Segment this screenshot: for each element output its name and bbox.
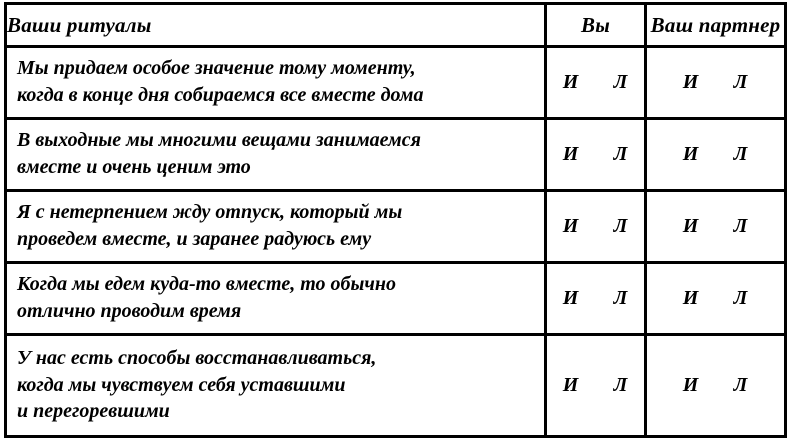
header-row bbox=[6, 4, 786, 47]
table-body bbox=[6, 47, 786, 437]
table-row bbox=[6, 191, 786, 263]
answer-cell-partner[interactable] bbox=[646, 263, 786, 335]
answer-option-you-second[interactable]: Л bbox=[613, 143, 628, 165]
answer-option-partner-first[interactable]: И bbox=[682, 215, 699, 237]
answer-option-partner-second[interactable]: Л bbox=[733, 215, 748, 237]
table-row bbox=[6, 47, 786, 119]
statement-line: У нас есть способы восстанавливаться, bbox=[17, 347, 377, 370]
column-header-statement: Ваши ритуалы bbox=[6, 4, 546, 47]
answer-cell-partner[interactable] bbox=[646, 47, 786, 119]
answer-cell-partner[interactable] bbox=[646, 335, 786, 437]
answer-option-partner-second[interactable]: Л bbox=[733, 143, 748, 165]
statement-cell bbox=[6, 335, 546, 437]
answer-option-partner-second[interactable]: Л bbox=[733, 71, 748, 93]
column-header-partner: Ваш партнер bbox=[646, 4, 786, 47]
statement-line: вместе и очень ценим это bbox=[17, 156, 251, 178]
answer-cell-you[interactable] bbox=[546, 191, 646, 263]
answer-option-you-first[interactable]: И bbox=[562, 287, 579, 309]
statement-line: когда мы чувствуем себя уставшими bbox=[17, 373, 346, 396]
statement-cell bbox=[6, 191, 546, 263]
answer-option-partner-first[interactable]: И bbox=[682, 374, 699, 396]
answer-option-you-second[interactable]: Л bbox=[613, 215, 628, 237]
answer-option-partner-second[interactable]: Л bbox=[733, 287, 748, 309]
answer-option-you-second[interactable]: Л bbox=[613, 287, 628, 309]
statement-cell bbox=[6, 263, 546, 335]
worksheet-page bbox=[0, 2, 790, 423]
statement-line: проведем вместе, и заранее радуюсь ему bbox=[17, 228, 372, 250]
answer-cell-you[interactable] bbox=[546, 119, 646, 191]
statement-line: Мы придаем особое значение тому моменту, bbox=[17, 57, 416, 80]
table-header bbox=[6, 4, 786, 47]
answer-option-you-second[interactable]: Л bbox=[613, 71, 628, 93]
table-row bbox=[6, 263, 786, 335]
answer-option-partner-first[interactable]: И bbox=[682, 143, 699, 165]
statement-line: и перегоревшими bbox=[17, 400, 170, 423]
statement-cell bbox=[6, 119, 546, 191]
statement-cell bbox=[6, 47, 546, 119]
answer-option-you-first[interactable]: И bbox=[562, 143, 579, 165]
answer-option-you-second[interactable]: Л bbox=[613, 374, 628, 396]
rituals-table bbox=[4, 2, 787, 438]
answer-cell-partner[interactable] bbox=[646, 191, 786, 263]
statement-line: Я с нетерпением жду отпуск, который мы bbox=[17, 201, 403, 224]
table-row bbox=[6, 119, 786, 191]
statement-line: отлично проводим время bbox=[17, 300, 242, 322]
statement-line: когда в конце дня собираемся все вместе дома bbox=[17, 84, 424, 106]
answer-option-partner-first[interactable]: И bbox=[682, 71, 699, 93]
answer-cell-partner[interactable] bbox=[646, 119, 786, 191]
table-row bbox=[6, 335, 786, 437]
answer-option-partner-second[interactable]: Л bbox=[733, 374, 748, 396]
answer-option-you-first[interactable]: И bbox=[562, 374, 579, 396]
statement-line: В выходные мы многими вещами занимаемся bbox=[17, 129, 421, 152]
answer-cell-you[interactable] bbox=[546, 47, 646, 119]
answer-option-you-first[interactable]: И bbox=[562, 71, 579, 93]
answer-cell-you[interactable] bbox=[546, 263, 646, 335]
answer-option-partner-first[interactable]: И bbox=[682, 287, 699, 309]
column-header-you: Вы bbox=[546, 4, 646, 47]
answer-option-you-first[interactable]: И bbox=[562, 215, 579, 237]
answer-cell-you[interactable] bbox=[546, 335, 646, 437]
statement-line: Когда мы едем куда-то вместе, то обычно bbox=[17, 273, 396, 296]
